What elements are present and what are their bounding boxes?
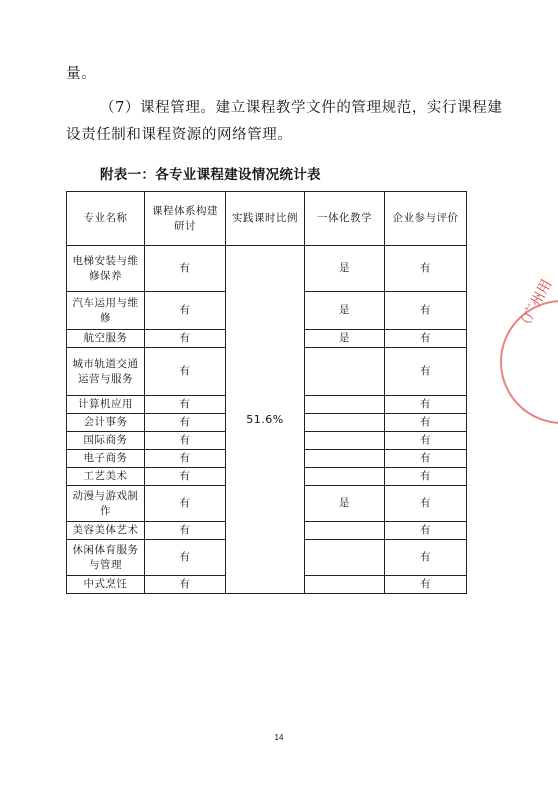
cell-integrated — [305, 540, 385, 576]
cell-enterprise: 有 — [385, 540, 467, 576]
cell-research: 有 — [145, 522, 226, 540]
cell-research: 有 — [145, 540, 226, 576]
cell-integrated — [305, 348, 385, 396]
cell-major: 城市轨道交通 运营与服务 — [67, 348, 145, 396]
cell-major: 国际商务 — [67, 432, 145, 450]
cell-integrated — [305, 576, 385, 594]
cell-research: 有 — [145, 292, 226, 330]
cell-major: 美容美体艺术 — [67, 522, 145, 540]
cell-enterprise: 有 — [385, 246, 467, 292]
cell-integrated — [305, 432, 385, 450]
cell-research: 有 — [145, 330, 226, 348]
table-header-row — [67, 192, 467, 246]
cell-research: 有 — [145, 468, 226, 486]
cell-research: 有 — [145, 486, 226, 522]
cell-enterprise: 有 — [385, 468, 467, 486]
cell-major: 航空服务 — [67, 330, 145, 348]
cell-major: 汽车运用与维 修 — [67, 292, 145, 330]
cell-major: 会计事务 — [67, 414, 145, 432]
course-stats-table — [66, 191, 467, 594]
cell-enterprise: 有 — [385, 576, 467, 594]
table-caption: 附表一：各专业课程建设情况统计表 — [100, 167, 321, 183]
cell-integrated — [305, 414, 385, 432]
header-practice-ratio: 实践课时比例 — [226, 192, 305, 246]
official-seal-text: （广州用 — [514, 277, 556, 334]
cell-research: 有 — [145, 576, 226, 594]
cell-research: 有 — [145, 246, 226, 292]
cell-research: 有 — [145, 396, 226, 414]
cell-practice-ratio: 51.6% — [226, 246, 305, 594]
cell-research: 有 — [145, 432, 226, 450]
paragraph-line: 量。 — [66, 66, 97, 82]
cell-integrated — [305, 396, 385, 414]
header-major: 专业名称 — [67, 192, 145, 246]
cell-enterprise: 有 — [385, 292, 467, 330]
cell-major: 休闲体育服务 与管理 — [67, 540, 145, 576]
cell-integrated — [305, 468, 385, 486]
cell-major: 电梯安装与维修保养 — [67, 246, 145, 292]
cell-enterprise: 有 — [385, 486, 467, 522]
cell-enterprise: 有 — [385, 330, 467, 348]
cell-integrated: 是 — [305, 486, 385, 522]
cell-research: 有 — [145, 450, 226, 468]
page-number: 14 — [274, 733, 284, 742]
cell-research: 有 — [145, 348, 226, 396]
cell-enterprise: 有 — [385, 522, 467, 540]
cell-major: 计算机应用 — [67, 396, 145, 414]
cell-enterprise: 有 — [385, 396, 467, 414]
paragraph-line: （7）课程管理。建立课程教学文件的管理规范，实行课程建 — [100, 100, 503, 116]
cell-integrated — [305, 450, 385, 468]
cell-major: 电子商务 — [67, 450, 145, 468]
cell-research: 有 — [145, 414, 226, 432]
header-enterprise: 企业参与评价 — [385, 192, 467, 246]
cell-integrated: 是 — [305, 292, 385, 330]
cell-integrated — [305, 522, 385, 540]
table-row — [67, 246, 467, 292]
cell-integrated: 是 — [305, 246, 385, 292]
cell-enterprise: 有 — [385, 348, 467, 396]
cell-major: 工艺美术 — [67, 468, 145, 486]
cell-major: 中式烹饪 — [67, 576, 145, 594]
cell-integrated: 是 — [305, 330, 385, 348]
cell-enterprise: 有 — [385, 450, 467, 468]
header-integrated: 一体化教学 — [305, 192, 385, 246]
header-research: 课程体系构建研讨 — [145, 192, 226, 246]
cell-enterprise: 有 — [385, 432, 467, 450]
paragraph-line: 设责任制和课程资源的网络管理。 — [66, 127, 293, 143]
cell-enterprise: 有 — [385, 414, 467, 432]
cell-major: 动漫与游戏制 作 — [67, 486, 145, 522]
